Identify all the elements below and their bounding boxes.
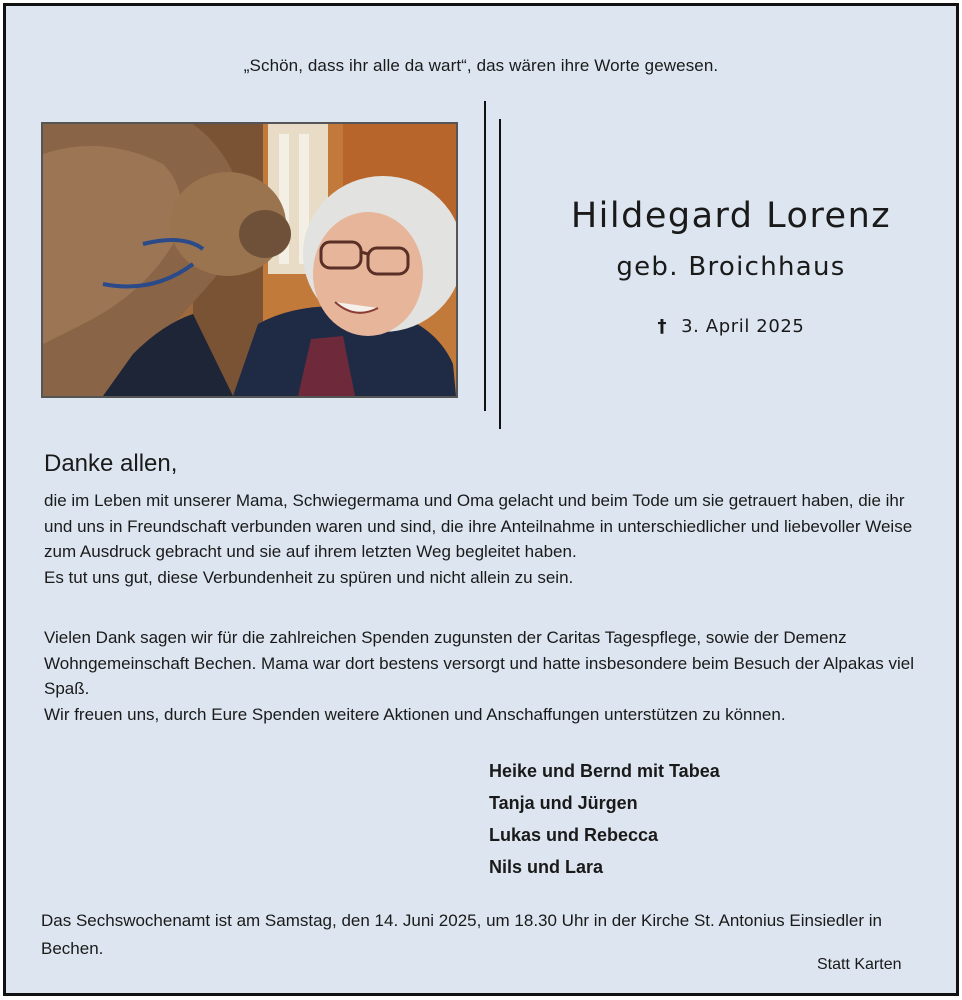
thanks-paragraph-1 <box>44 488 924 590</box>
quote: „Schön, dass ihr alle da wart“, das wären ihre Worte gewesen. <box>243 56 719 75</box>
signature-line: Heike und Bernd mit Tabea <box>489 761 720 781</box>
birth-name: geb. Broichhaus <box>616 252 846 282</box>
greeting: Danke allen, <box>44 450 178 477</box>
signature-line: Nils und Lara <box>489 857 604 877</box>
signature-line: Tanja und Jürgen <box>489 793 638 813</box>
thanks-paragraph-2 <box>44 625 924 727</box>
cross-icon: † <box>657 316 668 337</box>
signatures <box>489 759 720 887</box>
divider-line-left <box>484 101 486 411</box>
signature-line: Lukas und Rebecca <box>489 825 659 845</box>
death-date-line <box>506 316 956 337</box>
death-date: 3. April 2025 <box>681 316 805 337</box>
deceased-name: Hildegard Lorenz <box>570 196 892 236</box>
service-notice: Das Sechswochenamt ist am Samstag, den 14. Juni 2025, um 18.30 Uhr in der Kirche St. Antonius Einsiedler in Bechen. <box>41 911 883 958</box>
photo-alpaca-and-woman <box>41 122 458 398</box>
obituary-card <box>3 3 959 996</box>
thanks-text: Vielen Dank sagen wir für die zahlreichen Spenden zugunsten der Caritas Tagespflege, sowie der Demenz Wohngemeinschaft Bechen. Mama war dort bestens versorgt und hatte insbesondere beim Besuch der Alpakas viel Spaß. <box>44 628 915 698</box>
divider-line-right <box>499 119 501 429</box>
thanks-text: Wir freuen uns, durch Eure Spenden weitere Aktionen und Anschaffungen unterstützen zu können. <box>44 704 786 724</box>
thanks-text: die im Leben mit unserer Mama, Schwiegermama und Oma gelacht und beim Tode um sie getrauert haben, die ihr und uns in Freundschaft verbunden waren und sind, die ihre Anteilnahme in unterschiedlicher und liebevoller Weise zum Ausdruck gebracht und sie auf ihrem letzten Weg begleitet haben. <box>44 491 913 561</box>
thanks-text: Es tut uns gut, diese Verbundenheit zu spüren und nicht allein zu sein. <box>44 567 574 587</box>
footer-note: Statt Karten <box>817 956 902 973</box>
